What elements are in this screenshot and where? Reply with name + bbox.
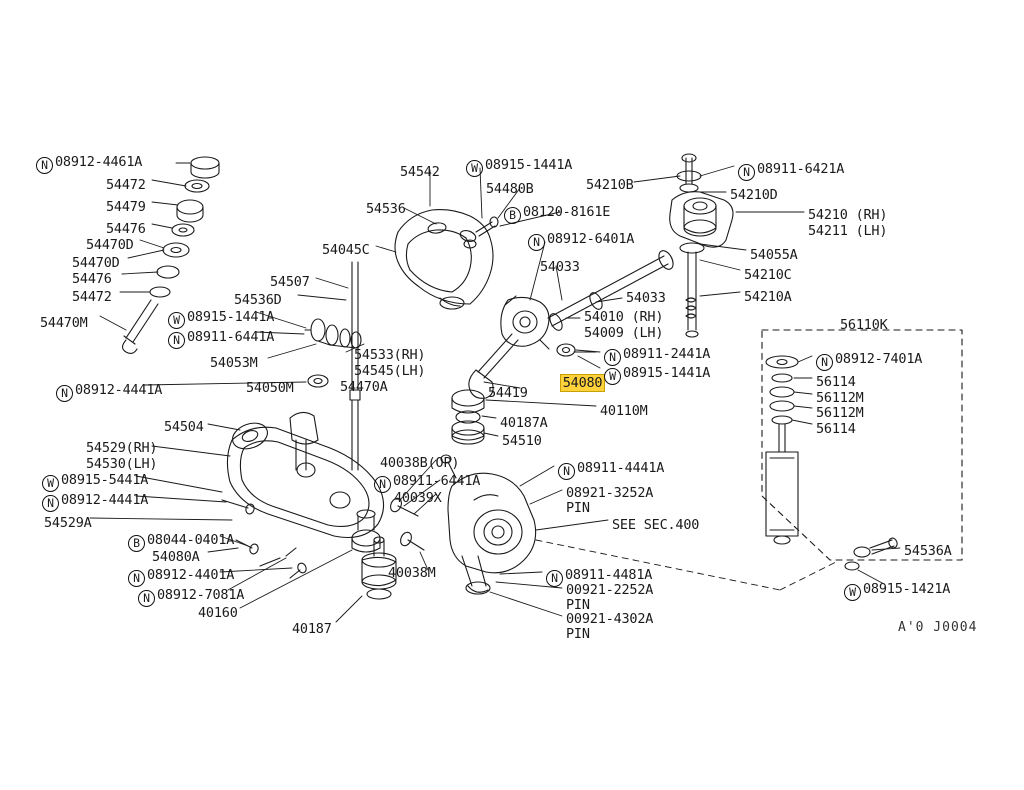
part-prefix-badge: N bbox=[168, 332, 185, 349]
part-number-text: 54210D bbox=[730, 187, 778, 203]
part-number-text: 56114 bbox=[816, 374, 856, 390]
part-label[interactable] bbox=[292, 622, 332, 637]
part-number-text: 08912-6401A bbox=[547, 231, 635, 247]
part-label[interactable] bbox=[72, 290, 112, 305]
part-label[interactable] bbox=[904, 544, 952, 559]
part-prefix-badge: W bbox=[168, 312, 185, 329]
part-number-text: 54472 bbox=[106, 177, 146, 193]
part-label[interactable] bbox=[566, 501, 590, 516]
part-label[interactable] bbox=[584, 310, 663, 325]
part-number-text: 54536 bbox=[366, 201, 406, 217]
part-number-text: 54010 (RH) bbox=[584, 309, 664, 325]
part-number-text: 54055A bbox=[750, 247, 798, 263]
part-number-text: 54536A bbox=[904, 543, 952, 559]
part-number-text: 54080A bbox=[152, 549, 200, 565]
part-label[interactable] bbox=[488, 386, 528, 401]
part-label[interactable] bbox=[500, 416, 548, 431]
part-prefix-badge: N bbox=[558, 463, 575, 480]
part-label[interactable] bbox=[600, 404, 648, 419]
part-label[interactable] bbox=[234, 293, 282, 308]
part-number-text: 08915-1441A bbox=[623, 365, 711, 381]
part-label[interactable] bbox=[844, 582, 950, 601]
part-number-text: 08911-6441A bbox=[393, 473, 481, 489]
part-number-text: 54470D bbox=[72, 255, 120, 271]
part-number-text: 54050M bbox=[246, 380, 294, 396]
part-label[interactable] bbox=[566, 627, 590, 642]
part-label[interactable] bbox=[750, 248, 798, 263]
part-prefix-badge: N bbox=[128, 570, 145, 587]
part-number-text: 40187 bbox=[292, 621, 332, 637]
part-number-text: 54045C bbox=[322, 242, 370, 258]
part-label[interactable] bbox=[106, 222, 146, 237]
part-number-text: 08911-4481A bbox=[565, 567, 653, 583]
part-number-text: 56110K bbox=[840, 317, 888, 333]
part-label[interactable] bbox=[394, 491, 442, 506]
part-label[interactable] bbox=[210, 356, 258, 371]
highlight-part-label: 54080 bbox=[560, 374, 606, 392]
part-label[interactable] bbox=[56, 383, 162, 402]
part-number-text: 54542 bbox=[400, 164, 440, 180]
part-label[interactable] bbox=[586, 178, 634, 193]
part-number-text: 54530(LH) bbox=[86, 456, 158, 472]
part-prefix-badge: B bbox=[128, 535, 145, 552]
part-label[interactable] bbox=[466, 158, 572, 177]
part-label[interactable] bbox=[354, 348, 425, 363]
part-label[interactable] bbox=[388, 566, 436, 581]
part-label[interactable] bbox=[72, 272, 112, 287]
part-number-text: 08912-4441A bbox=[61, 492, 149, 508]
part-number-text: SEE SEC.400 bbox=[612, 517, 700, 533]
part-number-text: PIN bbox=[566, 597, 590, 613]
part-number-text: 08911-4441A bbox=[577, 460, 665, 476]
part-number-text: 54479 bbox=[106, 199, 146, 215]
part-prefix-badge: W bbox=[466, 160, 483, 177]
part-label[interactable] bbox=[86, 238, 134, 253]
part-label[interactable] bbox=[566, 583, 653, 598]
part-number-text: 54529A bbox=[44, 515, 92, 531]
part-number-text: 54033 bbox=[626, 290, 666, 306]
part-label[interactable] bbox=[198, 606, 238, 621]
part-number-text: 40187A bbox=[500, 415, 548, 431]
part-number-text: 54419 bbox=[488, 385, 528, 401]
part-number-text: 40110M bbox=[600, 403, 648, 419]
part-number-text: 54210B bbox=[586, 177, 634, 193]
part-number-text: 54533(RH) bbox=[354, 347, 426, 363]
part-label[interactable] bbox=[528, 232, 634, 251]
part-label[interactable] bbox=[354, 364, 425, 379]
part-number-text: 54545(LH) bbox=[354, 363, 426, 379]
part-label[interactable] bbox=[626, 291, 666, 306]
part-label[interactable] bbox=[366, 202, 406, 217]
part-label[interactable] bbox=[816, 391, 864, 406]
part-number-text: 54536D bbox=[234, 292, 282, 308]
part-prefix-badge: N bbox=[528, 234, 545, 251]
part-number-text: PIN bbox=[566, 626, 590, 642]
part-number-text: 54470M bbox=[40, 315, 88, 331]
part-number-text: 56112M bbox=[816, 405, 864, 421]
part-prefix-badge: N bbox=[604, 349, 621, 366]
part-label[interactable] bbox=[40, 316, 88, 331]
part-number-text: 54033 bbox=[540, 259, 580, 275]
part-label[interactable] bbox=[816, 406, 864, 421]
part-label[interactable] bbox=[42, 473, 148, 492]
part-prefix-badge: B bbox=[504, 207, 521, 224]
part-number-text: 56114 bbox=[816, 421, 856, 437]
part-number-text: 40039X bbox=[394, 490, 442, 506]
part-label[interactable] bbox=[168, 330, 274, 349]
part-number-text: 00921-4302A bbox=[566, 611, 654, 627]
part-number-text: 54210A bbox=[744, 289, 792, 305]
part-prefix-badge: N bbox=[738, 164, 755, 181]
part-number-text: 40038M bbox=[388, 565, 436, 581]
part-number-text: 08912-4461A bbox=[55, 154, 143, 170]
part-label[interactable] bbox=[504, 205, 610, 224]
part-label[interactable] bbox=[566, 612, 653, 627]
part-number-text: 54510 bbox=[502, 433, 542, 449]
part-prefix-badge: N bbox=[42, 495, 59, 512]
part-label[interactable] bbox=[128, 568, 234, 587]
part-prefix-badge: W bbox=[604, 368, 621, 385]
part-label[interactable] bbox=[730, 188, 778, 203]
part-label[interactable] bbox=[744, 290, 792, 305]
part-label[interactable] bbox=[164, 420, 204, 435]
part-number-text: 08044-0401A bbox=[147, 532, 235, 548]
part-label[interactable] bbox=[152, 550, 200, 565]
part-number-text: 54476 bbox=[106, 221, 146, 237]
part-number-text: 54210C bbox=[744, 267, 792, 283]
part-number-text: 54470A bbox=[340, 379, 388, 395]
part-number-text: 08921-3252A bbox=[566, 485, 654, 501]
part-number-text: 54472 bbox=[72, 289, 112, 305]
part-number-text: 54470D bbox=[86, 237, 134, 253]
part-prefix-badge: W bbox=[844, 584, 861, 601]
part-prefix-badge: N bbox=[816, 354, 833, 371]
part-number-text: 54211 (LH) bbox=[808, 223, 888, 239]
part-label[interactable] bbox=[86, 457, 157, 472]
part-label[interactable] bbox=[42, 493, 148, 512]
part-label[interactable] bbox=[486, 182, 534, 197]
part-label[interactable] bbox=[246, 381, 294, 396]
part-label[interactable] bbox=[840, 318, 888, 333]
part-number-text: 08912-4401A bbox=[147, 567, 235, 583]
part-label[interactable] bbox=[106, 178, 146, 193]
part-prefix-badge: N bbox=[374, 476, 391, 493]
part-label[interactable] bbox=[44, 516, 92, 531]
part-number-text: 08915-1421A bbox=[863, 581, 951, 597]
part-label[interactable] bbox=[612, 518, 699, 533]
part-label[interactable] bbox=[744, 268, 792, 283]
part-number-text: 54476 bbox=[72, 271, 112, 287]
part-number-text: 54529(RH) bbox=[86, 440, 158, 456]
part-label[interactable] bbox=[72, 256, 120, 271]
part-label[interactable] bbox=[106, 200, 146, 215]
part-number-text: 56112M bbox=[816, 390, 864, 406]
part-label[interactable] bbox=[816, 352, 922, 371]
part-number-text: 08912-7401A bbox=[835, 351, 923, 367]
part-number-text: 54507 bbox=[270, 274, 310, 290]
part-prefix-badge: N bbox=[36, 157, 53, 174]
part-number-text: 08911-6441A bbox=[187, 329, 275, 345]
part-label[interactable] bbox=[816, 422, 856, 437]
part-label[interactable] bbox=[380, 456, 459, 471]
part-number-text: 54053M bbox=[210, 355, 258, 371]
part-number-text: 08912-4441A bbox=[75, 382, 163, 398]
part-label[interactable] bbox=[340, 380, 388, 395]
part-prefix-badge: N bbox=[546, 570, 563, 587]
part-label[interactable] bbox=[738, 162, 844, 181]
part-number-text: 54009 (LH) bbox=[584, 325, 664, 341]
part-number-text: 08911-6421A bbox=[757, 161, 845, 177]
part-label[interactable] bbox=[604, 347, 710, 366]
part-label[interactable] bbox=[36, 155, 142, 174]
part-number-text: 08912-7081A bbox=[157, 587, 245, 603]
part-label[interactable] bbox=[322, 243, 370, 258]
diagram-watermark: A'0 J0004 bbox=[898, 620, 978, 635]
part-prefix-badge: N bbox=[138, 590, 155, 607]
part-label[interactable] bbox=[808, 224, 887, 239]
part-number-text: 54480B bbox=[486, 181, 534, 197]
part-prefix-badge: W bbox=[42, 475, 59, 492]
part-label[interactable] bbox=[86, 441, 157, 456]
part-number-text: 08911-2441A bbox=[623, 346, 711, 362]
part-number-text: 54210 (RH) bbox=[808, 207, 888, 223]
part-label[interactable] bbox=[604, 366, 710, 385]
part-label[interactable] bbox=[270, 275, 310, 290]
part-label[interactable] bbox=[540, 260, 580, 275]
part-label[interactable] bbox=[168, 310, 274, 329]
part-number-text: 08915-5441A bbox=[61, 472, 149, 488]
part-number-text: 54504 bbox=[164, 419, 204, 435]
part-number-text: 08915-1441A bbox=[187, 309, 275, 325]
part-number-text: 00921-2252A bbox=[566, 582, 654, 598]
part-number-text: 40038B(OP) bbox=[380, 455, 460, 471]
part-label[interactable] bbox=[566, 486, 653, 501]
part-label[interactable] bbox=[400, 165, 440, 180]
part-number-text: 08915-1441A bbox=[485, 157, 573, 173]
part-label[interactable] bbox=[558, 461, 664, 480]
part-number-text: 40160 bbox=[198, 605, 238, 621]
highlight-part-54080[interactable] bbox=[528, 361, 605, 406]
part-number-text: 08120-8161E bbox=[523, 204, 611, 220]
part-label[interactable] bbox=[816, 375, 856, 390]
part-label[interactable] bbox=[584, 326, 663, 341]
part-label[interactable] bbox=[502, 434, 542, 449]
part-number-text: PIN bbox=[566, 500, 590, 516]
part-label[interactable] bbox=[808, 208, 887, 223]
part-prefix-badge: N bbox=[56, 385, 73, 402]
